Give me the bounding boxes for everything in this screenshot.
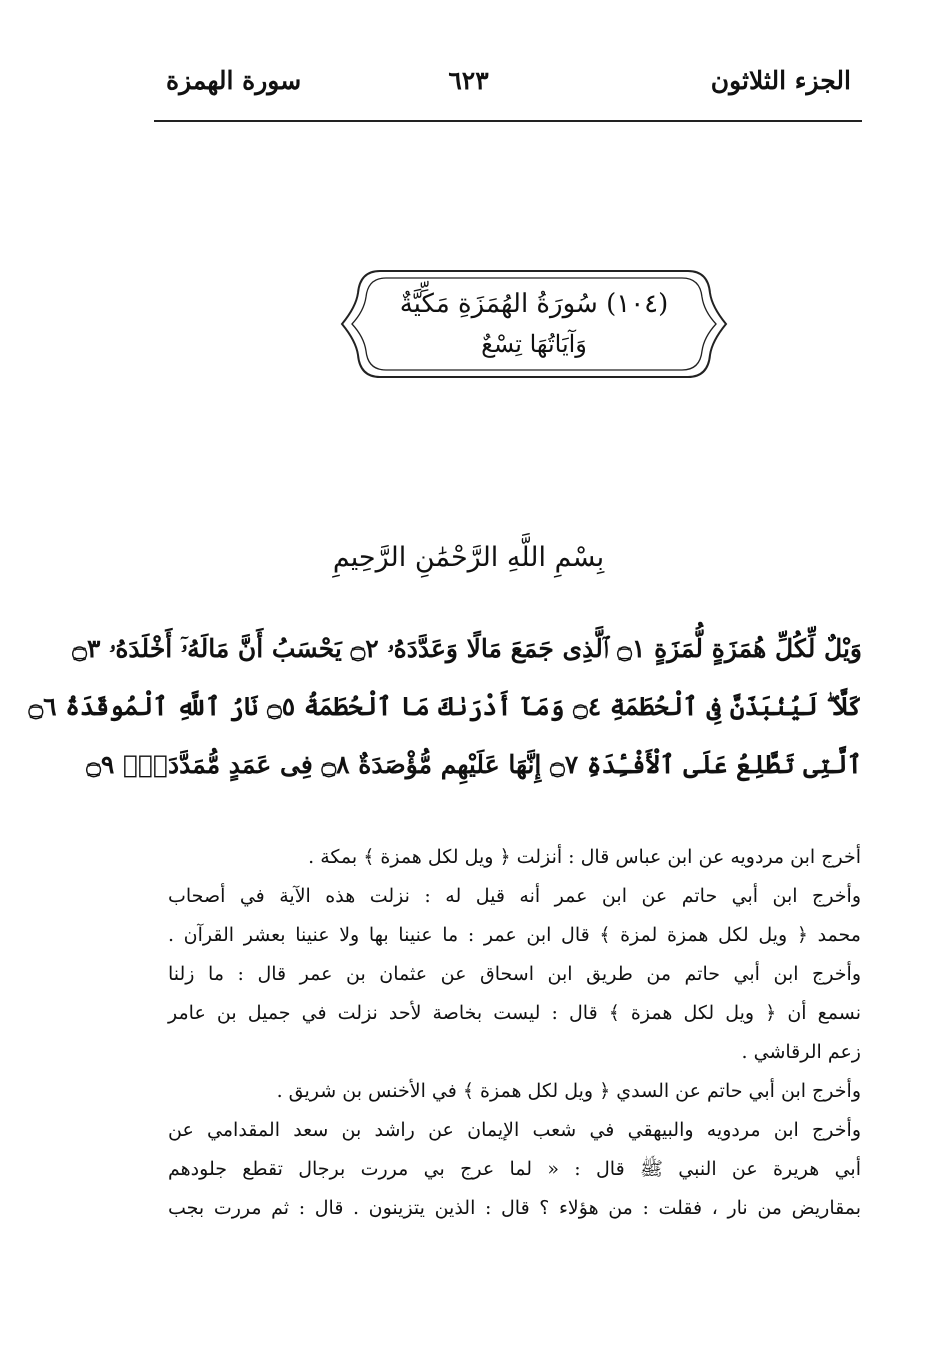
commentary-line: وأخرج ابن أبي حاتم عن ابن عمر أنه قيل له : نزلت هذه الآية في أصحاب	[168, 885, 861, 907]
surah-name-header: سورة الهمزة	[166, 66, 302, 95]
commentary-text	[168, 838, 861, 1228]
part-label: الجزء الثلاثون	[710, 66, 851, 95]
commentary-line: وأخرج ابن مردويه والبيهقي في شعب الإيمان عن راشد بن سعد المقدامي عن	[168, 1119, 861, 1141]
verse-line: كَلَّا ۖ لَيُنۢبَذَنَّ فِى ٱلْحُطَمَةِ ۝٤ وَمَآ أَدْرَىٰكَ مَا ٱلْحُطَمَةُ ۝٥ نَارُ ٱللَّهِ ٱلْمُوقَدَةُ ۝٦	[28, 692, 862, 721]
commentary-line: نسمع أن ﴿ ويل لكل همزة ﴾ قال : ليست بخاصة لأحد نزلت في جميل بن عامر	[168, 1002, 861, 1024]
cartouche-frame-icon	[340, 267, 728, 381]
commentary-line: أخرج ابن مردويه عن ابن عباس قال : أنزلت ﴿ ويل لكل همزة ﴾ بمكة .	[308, 846, 861, 868]
page-number: ٦٢٣	[448, 66, 489, 95]
commentary-line: زعم الرقاشي .	[741, 1041, 861, 1063]
commentary-line: أبي هريرة عن النبي ﷺ قال : « لما عرج بي مررت برجال تقطع جلودهم	[168, 1158, 861, 1180]
header-rule	[154, 120, 862, 122]
surah-title-cartouche	[340, 267, 728, 381]
surah-title: (١٠٤) سُورَةُ الهُمَزَةِ مَكِّيَّةٌ	[399, 289, 669, 319]
verse-line: ٱلَّتِى تَطَّلِعُ عَلَى ٱلْأَفْـِٔدَةِ ۝٧ إِنَّهَا عَلَيْهِم مُّؤْصَدَةٌ ۝٨ فِى عَمَدٍ مُّمَدَّدَةٍۭ ۝٩	[86, 750, 862, 779]
verse-line: وَيْلٌ لِّكُلِّ هُمَزَةٍ لُّمَزَةٍ ۝١ ٱلَّذِى جَمَعَ مَالًا وَعَدَّدَهُۥ ۝٢ يَحْسَبُ أَنَّ مَالَهُۥٓ أَخْلَدَهُۥ ۝٣	[72, 634, 862, 663]
surah-verse-count: وَآيَاتُهَا تِسْعٌ	[481, 330, 587, 358]
quran-verses	[28, 620, 862, 794]
commentary-line: محمد ﴿ ويل لكل همزة لمزة ﴾ قال ابن عمر : ما عنينا بها ولا عنينا بعشر القرآن .	[168, 924, 861, 946]
commentary-line: بمقاريض من نار ، فقلت : من هؤلاء ؟ قال : الذين يتزينون . قال : ثم مررت بجب	[168, 1197, 861, 1219]
commentary-line: وأخرج ابن أبي حاتم من طريق ابن اسحاق عن عثمان بن عمر قال : ما زلنا	[168, 963, 861, 985]
commentary-line: وأخرج ابن أبي حاتم عن السدي ﴿ ويل لكل همزة ﴾ في الأخنس بن شريق .	[276, 1080, 861, 1102]
basmala: بِسْمِ اللَّهِ الرَّحْمَٰنِ الرَّحِيمِ	[332, 542, 605, 573]
